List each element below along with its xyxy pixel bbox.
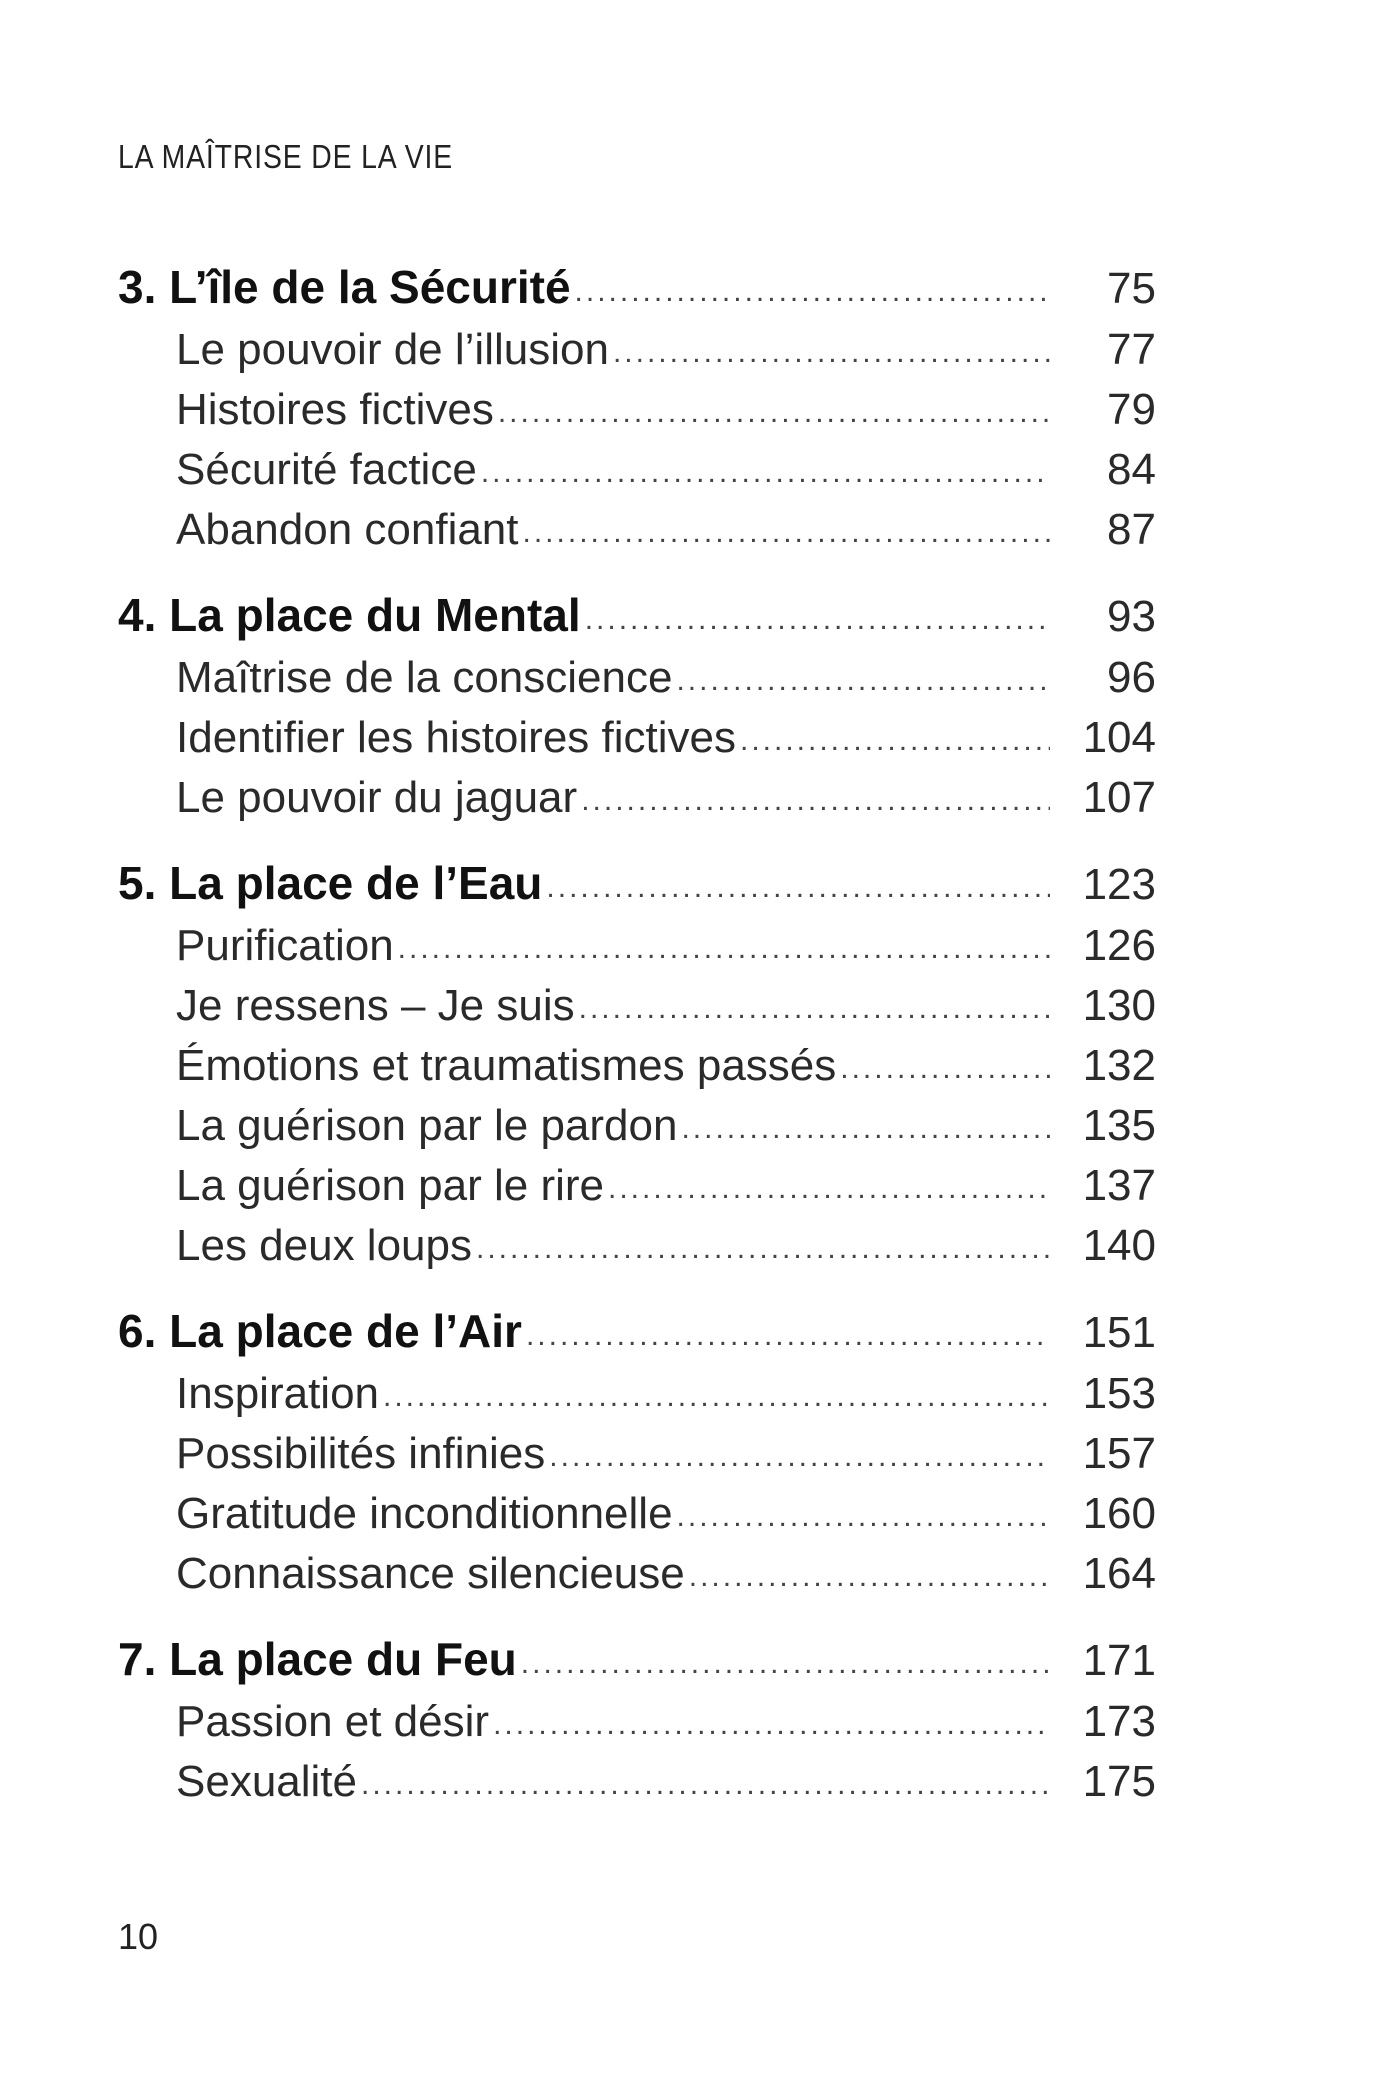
chapter-7	[118, 1626, 1156, 1812]
page-number: 84	[1107, 445, 1156, 494]
page-number: 130	[1082, 981, 1156, 1030]
section-title: Émotions et traumatismes passés	[176, 1041, 837, 1090]
section-title: Le pouvoir du jaguar	[176, 773, 578, 822]
section-title: La guérison par le rire	[176, 1161, 605, 1210]
leader-dots	[575, 259, 1050, 325]
page-number: 132	[1082, 1041, 1156, 1090]
page-number: 164	[1082, 1549, 1156, 1598]
page-number: 160	[1082, 1489, 1156, 1538]
page-number: 75	[1107, 264, 1156, 313]
section-title: Le pouvoir de l’illusion	[176, 325, 609, 374]
page-number: 123	[1082, 860, 1156, 909]
leader-dots	[498, 383, 1050, 443]
chapter-heading	[118, 582, 1156, 648]
section-title: Gratitude inconditionnelle	[176, 1489, 673, 1538]
running-header: LA MAÎTRISE DE LA VIE	[118, 138, 454, 175]
leader-dots	[840, 1039, 1050, 1099]
chapter-heading	[118, 254, 1156, 320]
page-number: 79	[1107, 385, 1156, 434]
leader-dots	[676, 651, 1050, 711]
chapter-title: 5. La place de l’Eau	[118, 857, 543, 909]
section-entry	[118, 1544, 1156, 1604]
section-entry	[118, 1424, 1156, 1484]
page-number: 151	[1082, 1308, 1156, 1357]
leader-dots	[526, 1303, 1050, 1369]
section-entry	[118, 708, 1156, 768]
leader-dots	[549, 1427, 1050, 1487]
section-entry	[118, 500, 1156, 560]
section-title: La guérison par le pardon	[176, 1101, 678, 1150]
section-entry	[118, 320, 1156, 380]
chapter-title: 7. La place du Feu	[118, 1633, 517, 1685]
section-entry	[118, 1484, 1156, 1544]
page-number: 157	[1082, 1429, 1156, 1478]
page-number: 175	[1082, 1757, 1156, 1806]
section-entry	[118, 976, 1156, 1036]
page-number: 173	[1082, 1697, 1156, 1746]
section-entry	[118, 1156, 1156, 1216]
page-number: 126	[1082, 921, 1156, 970]
leader-dots	[523, 503, 1050, 563]
leader-dots	[398, 919, 1050, 979]
section-entry	[118, 380, 1156, 440]
section-title: Sexualité	[176, 1757, 358, 1806]
page-number: 140	[1082, 1221, 1156, 1270]
leader-dots	[681, 1099, 1050, 1159]
chapter-4	[118, 582, 1156, 828]
page-number: 104	[1082, 713, 1156, 762]
section-title: Histoires fictives	[176, 385, 494, 434]
chapter-title: 6. La place de l’Air	[118, 1305, 522, 1357]
section-entry	[118, 1036, 1156, 1096]
section-entry	[118, 916, 1156, 976]
page-number: 107	[1082, 773, 1156, 822]
leader-dots	[476, 1219, 1050, 1279]
leader-dots	[677, 1487, 1050, 1547]
section-title: Inspiration	[176, 1369, 380, 1418]
section-entry	[118, 440, 1156, 500]
leader-dots	[493, 1695, 1050, 1755]
chapter-3	[118, 254, 1156, 560]
leader-dots	[581, 771, 1050, 831]
leader-dots	[608, 1159, 1050, 1219]
chapter-title: 4. La place du Mental	[118, 589, 581, 641]
page-number: 137	[1082, 1161, 1156, 1210]
leader-dots	[689, 1547, 1050, 1607]
section-entry	[118, 1364, 1156, 1424]
leader-dots	[613, 323, 1050, 383]
section-title: Possibilités infinies	[176, 1429, 546, 1478]
chapter-title: 3. L’île de la Sécurité	[118, 261, 571, 313]
section-title: Je ressens – Je suis	[176, 981, 575, 1030]
table-of-contents	[118, 254, 1156, 1834]
section-entry	[118, 768, 1156, 828]
chapter-heading	[118, 850, 1156, 916]
chapter-heading	[118, 1626, 1156, 1692]
leader-dots	[521, 1631, 1050, 1697]
page-number: 171	[1082, 1636, 1156, 1685]
page-number: 153	[1082, 1369, 1156, 1418]
chapter-heading	[118, 1298, 1156, 1364]
leader-dots	[546, 855, 1050, 921]
leader-dots	[383, 1367, 1050, 1427]
page-number: 96	[1107, 653, 1156, 702]
section-entry	[118, 1752, 1156, 1812]
page-number: 93	[1107, 592, 1156, 641]
section-title: Sécurité factice	[176, 445, 477, 494]
section-title: Purification	[176, 921, 394, 970]
section-title: Les deux loups	[176, 1221, 472, 1270]
chapter-6	[118, 1298, 1156, 1604]
chapter-5	[118, 850, 1156, 1276]
section-entry	[118, 1216, 1156, 1276]
section-title: Identifier les histoires fictives	[176, 713, 736, 762]
section-title: Connaissance silencieuse	[176, 1549, 685, 1598]
leader-dots	[579, 979, 1050, 1039]
section-title: Passion et désir	[176, 1697, 490, 1746]
page-number-footer: 10	[118, 1916, 159, 1957]
page-number: 77	[1107, 325, 1156, 374]
leader-dots	[481, 443, 1050, 503]
section-entry	[118, 1692, 1156, 1752]
section-entry	[118, 648, 1156, 708]
section-title: Abandon confiant	[176, 505, 519, 554]
leader-dots	[585, 587, 1050, 653]
leader-dots	[740, 711, 1050, 771]
section-entry	[118, 1096, 1156, 1156]
page-number: 87	[1107, 505, 1156, 554]
page-number: 135	[1082, 1101, 1156, 1150]
section-title: Maîtrise de la conscience	[176, 653, 673, 702]
leader-dots	[361, 1755, 1050, 1815]
